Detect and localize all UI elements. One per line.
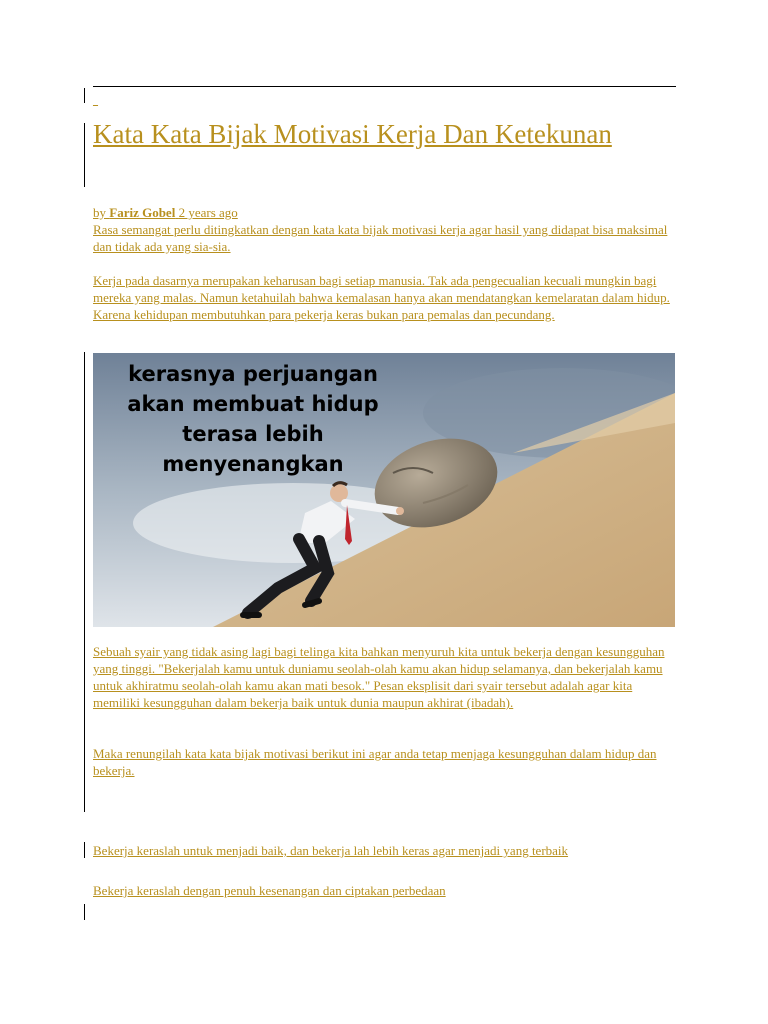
intro-text: Rasa semangat perlu ditingkatkan dengan kata kata bijak motivasi kerja agar hasil yang didapat bisa maksimal dan tidak ada yang sia-sia. xyxy=(93,222,668,254)
top-rule xyxy=(93,86,676,87)
post-time: 2 years ago xyxy=(178,205,238,220)
hero-image xyxy=(93,353,675,627)
byline-prefix: by xyxy=(93,205,106,220)
margin-bar xyxy=(84,123,85,187)
hero-line-2: akan membuat hidup xyxy=(127,392,379,416)
margin-bar xyxy=(84,88,85,103)
paragraph-2[interactable]: Sebuah syair yang tidak asing lagi bagi telinga kita bahkan menyuruh kita untuk bekerja dengan kesungguhan yang tinggi. "Bekerjalah kamu untuk duniamu seolah-olah kamu akan hidup selamanya, dan bekerjalah kamu untuk akhiratmu seolah-olah kamu akan mati besok." Pesan eksplisit dari syair tersebut adalah agar kita memiliki kesungguhan dalam bekerja baik untuk dunia maupun akhirat (ibadah). xyxy=(93,644,665,710)
quote-1[interactable]: Bekerja keraslah untuk menjadi baik, dan bekerja lah lebih keras agar menjadi yang terbaik xyxy=(93,843,569,858)
quote-2[interactable]: Bekerja keraslah dengan penuh kesenangan dan ciptakan perbedaan xyxy=(93,883,446,898)
hero-line-1: kerasnya perjuangan xyxy=(128,362,378,386)
article-title[interactable]: Kata Kata Bijak Motivasi Kerja Dan Ketekunan xyxy=(93,119,612,149)
hero-caption xyxy=(93,359,413,479)
paragraph-3[interactable]: Maka renungilah kata kata bijak motivasi berikut ini agar anda tetap menjaga kesungguhan dalam hidup dan bekerja. xyxy=(93,746,657,778)
hero-line-3: terasa lebih menyenangkan xyxy=(162,422,344,476)
author-name[interactable]: Fariz Gobel xyxy=(109,205,176,220)
margin-bar xyxy=(84,904,85,920)
byline[interactable] xyxy=(93,204,676,255)
paragraph-1[interactable]: Kerja pada dasarnya merupakan keharusan bagi setiap manusia. Tak ada pengecualian kecuali mungkin bagi mereka yang malas. Namun ketahuilah bahwa kemalasan hanya akan mendatangkan kemelaratan dalam hidup. Karena kehidupan membutuhkan para pekerja keras bukan para pemalas dan pecundang. xyxy=(93,273,670,322)
anchor-link[interactable]: _ xyxy=(93,96,98,107)
margin-bar xyxy=(84,842,85,858)
margin-bar xyxy=(84,352,85,812)
